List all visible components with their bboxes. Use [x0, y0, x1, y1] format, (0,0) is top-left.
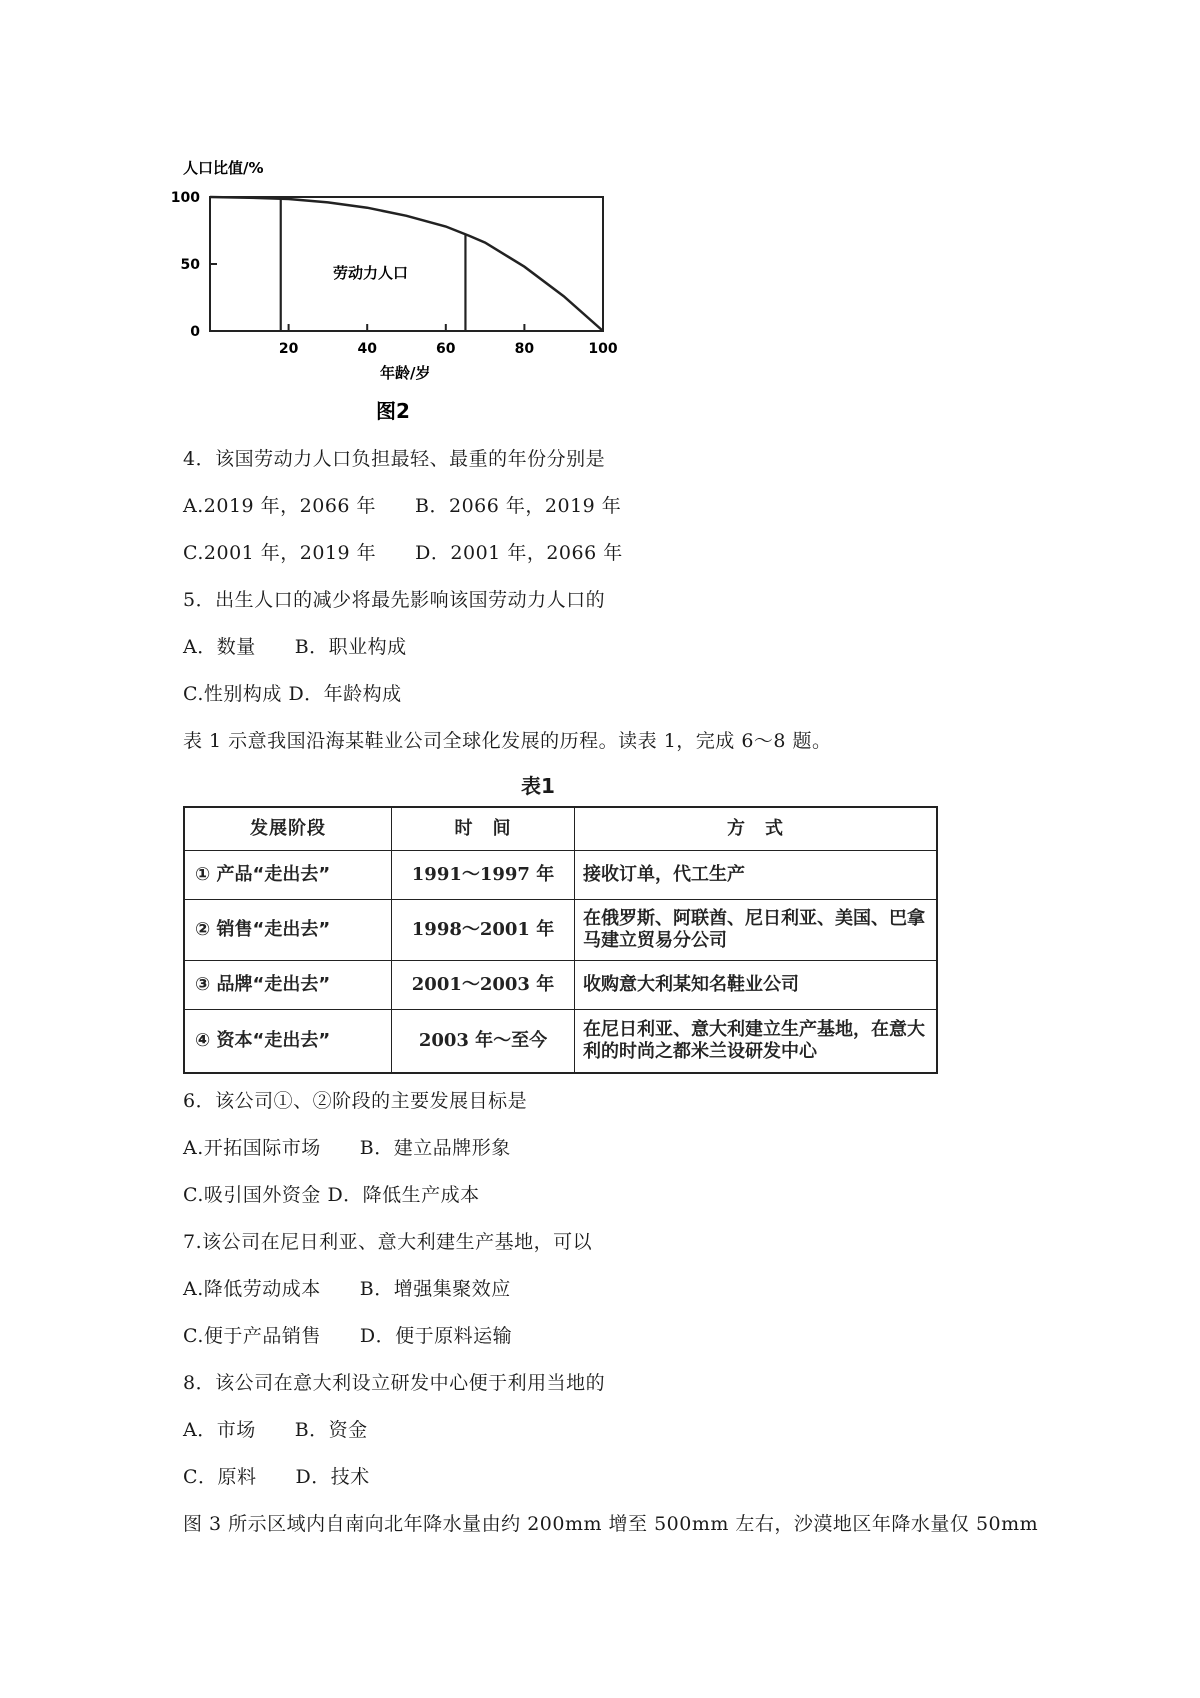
time-cell: 1998～2001 年: [392, 900, 575, 961]
stage-cell: ④ 资本“走出去”: [184, 1010, 392, 1074]
question-8-options-cd: C．原料 D．技术: [183, 1466, 370, 1488]
table-intro-text: 表 1 示意我国沿海某鞋业公司全球化发展的历程。读表 1，完成 6～8 题。: [183, 730, 832, 752]
figure-2-caption: 图2: [376, 399, 410, 423]
question-5-options-cd: C.性别构成 D．年龄构成: [183, 683, 402, 705]
header-stage: 发展阶段: [184, 807, 392, 851]
time-cell: 2001～2003 年: [392, 961, 575, 1010]
y-tick-label: 0: [190, 324, 200, 340]
question-7-options-cd: C.便于产品销售 D．便于原料运输: [183, 1325, 513, 1347]
table-row: [184, 900, 937, 961]
question-8: 8．该公司在意大利设立研发中心便于利用当地的: [183, 1372, 606, 1394]
question-7-options-ab: A.降低劳动成本 B．增强集聚效应: [183, 1278, 511, 1300]
y-tick-label: 50: [180, 257, 200, 273]
question-8-options-ab: A．市场 B．资金: [183, 1419, 368, 1441]
development-table: [183, 806, 938, 1074]
table-1-caption: 表1: [521, 774, 555, 798]
figure-2-chart: [0, 0, 1200, 440]
table-header-row: [184, 807, 937, 851]
x-tick-label: 100: [588, 341, 618, 357]
labor-population-label: 劳动力人口: [333, 264, 409, 282]
table-row: [184, 961, 937, 1010]
question-5: 5．出生人口的减少将最先影响该国劳动力人口的: [183, 589, 606, 611]
figure-3-intro-text: 图 3 所示区域内自南向北年降水量由约 200mm 增至 500mm 左右，沙漠地区年降水量仅 50mm: [183, 1513, 1039, 1535]
y-axis-label: 人口比值/%: [183, 159, 264, 177]
way-cell: 在尼日利亚、意大利建立生产基地，在意大利的时尚之都米兰设研发中心: [575, 1010, 938, 1074]
question-6: 6．该公司①、②阶段的主要发展目标是: [183, 1090, 528, 1112]
question-7: 7.该公司在尼日利亚、意大利建生产基地，可以: [183, 1231, 593, 1253]
header-time: 时 间: [392, 807, 575, 851]
question-4-options-cd: C.2001 年，2019 年 D．2001 年，2066 年: [183, 542, 623, 564]
x-tick-label: 40: [357, 341, 377, 357]
table-row: [184, 851, 937, 900]
way-cell: 收购意大利某知名鞋业公司: [575, 961, 938, 1010]
stage-cell: ① 产品“走出去”: [184, 851, 392, 900]
question-6-options-cd: C.吸引国外资金 D．降低生产成本: [183, 1184, 480, 1206]
time-cell: 2003 年～至今: [392, 1010, 575, 1074]
question-4-options-ab: A.2019 年，2066 年 B．2066 年，2019 年: [183, 495, 622, 517]
x-axis-label: 年龄/岁: [380, 364, 431, 382]
question-4: 4．该国劳动力人口负担最轻、最重的年份分别是: [183, 448, 606, 470]
y-tick-label: 100: [170, 190, 200, 206]
header-way: 方 式: [575, 807, 938, 851]
stage-cell: ③ 品牌“走出去”: [184, 961, 392, 1010]
x-tick-label: 20: [278, 341, 299, 357]
way-cell: 在俄罗斯、阿联酋、尼日利亚、美国、巴拿马建立贸易分公司: [575, 900, 938, 961]
question-5-options-ab: A．数量 B．职业构成: [183, 636, 407, 658]
x-tick-label: 60: [436, 341, 456, 357]
way-cell: 接收订单，代工生产: [575, 851, 938, 900]
question-6-options-ab: A.开拓国际市场 B．建立品牌形象: [183, 1137, 511, 1159]
table-row: [184, 1010, 937, 1074]
time-cell: 1991～1997 年: [392, 851, 575, 900]
x-tick-label: 80: [514, 341, 535, 357]
stage-cell: ② 销售“走出去”: [184, 900, 392, 961]
